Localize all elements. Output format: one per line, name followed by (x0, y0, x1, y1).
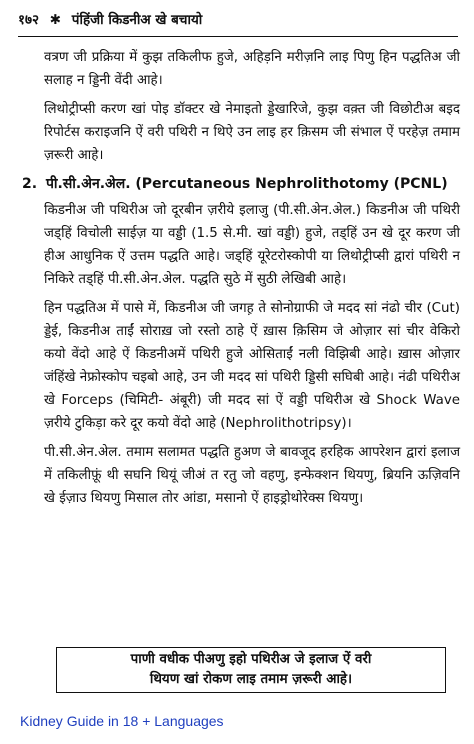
page-header (18, 10, 458, 28)
callout-line-1: पाणी वधीक पीअणु इहो पथिरीअ जे इलाज ऐं वरी (130, 652, 372, 667)
page-number: १७२ (18, 12, 40, 28)
header-divider (18, 36, 458, 37)
section-heading (22, 173, 460, 195)
callout-line-2: थियण खां रोकण लाइ तमाम ज़रूरी आहे। (149, 672, 353, 687)
footer-link[interactable]: Kidney Guide in 18 + Languages (20, 713, 224, 729)
section-paragraph-2: हिन पद्धतिअ में पासे में, किडनीअ जी जगह़ ते सोनोग्राफी जे मदद सां नंढो चीर (Cut) ड्डेई, किडनीअ ताईं सोराख़ जो रस्तो ठाहे ऐं ख़ास क़िसिम जे ओज़ार सां चीर वेकिरो कयो वेंदो आहे ऐं किडनीअमें पथिरी हुजे ओसिताईं नली विझिबी आहे। ख़ास ओज़ार जंहिंखे नेफ्रोस्कोप चइबो आहे, उन जी मदद सां पथिरी ड्डिसी सघिबी आहे। नंढी पथिरीअ खे Forceps (चिमिटी- अंबूरी) जी मदद सां ऐं वड्डी पथिरीअ खे Shock Wave ज़रीये टुकिड़ा करे दूर कयो वेंदो आहे (Nephrolithotripsy)। (44, 301, 460, 431)
intro-paragraph-2: लिथोट्रीप्सी करण खां पोइ डॉक्टर खे नेमाइतो ड्डेखारिजे, कुझ वक़्त जी विछोटीअ बइद रिपोर्टस कराइजनि ऐं वरी पथिरी न थिऐ उन लाइ हर क़िसम जी संभाल ऐं परहेज़ तमाम ज़रूरी आहे। (44, 102, 460, 163)
section-number: 2. (22, 176, 38, 192)
section-paragraph-3: पी.सी.अेन.अेल. तमाम सलामत पद्धति हुअण जे बावजूद हरहिक आपरेशन द्वारां इलाज में तकिलीफ़ूं थी सघनि थियूं जीअं त रतु जो वहणु, इन्फेक्शन थियणु, ब्रियनि ऊज़िवनि खे ईज़ाउ थियणु मिसाल तोर आंडा, मसानो ऐं हाइड्रोथोरेक्स थियणु। (44, 445, 460, 506)
section-title: पी.सी.अेन.अेल. (Percutaneous Nephrolithotomy (PCNL) (45, 176, 448, 192)
section-paragraph-1: किडनीअ जी पथिरीअ जो दूरबीन ज़रीये इलाजु (पी.सी.अेन.अेल.) किडनीअ जी पथिरी जड्हिं विचोली साईज़ या वड्डी (1.5 से.मी. खां वड्डी) हुजे, तड्हिं उन खे दूर करण जी हीअ आधुनिक ऐं उत्तम पद्धति आहे। जड्हिं यूरेटरोस्कोपी या लिथोट्रीप्सी द्वारां पथिरी न निकिरे तड्हिं पी.सी.अेन.अेल. पद्धति सुठे में सुठी लेखिबी आहे। (44, 203, 460, 287)
header-title: पंहिंजी किडनीअ खे बचायो (71, 12, 203, 28)
page-body (22, 46, 460, 516)
header-star-icon: ✱ (49, 12, 62, 28)
callout-box (56, 647, 446, 693)
intro-paragraph-1: वत्रण जी प्रक्रिया में कुझ तकिलीफ हुजे, अहिड़नि मरीज़नि लाइ पिणु हिन पद्धतिअ जी सलाह न ड्डिनी वेंदी आहे। (44, 50, 460, 88)
